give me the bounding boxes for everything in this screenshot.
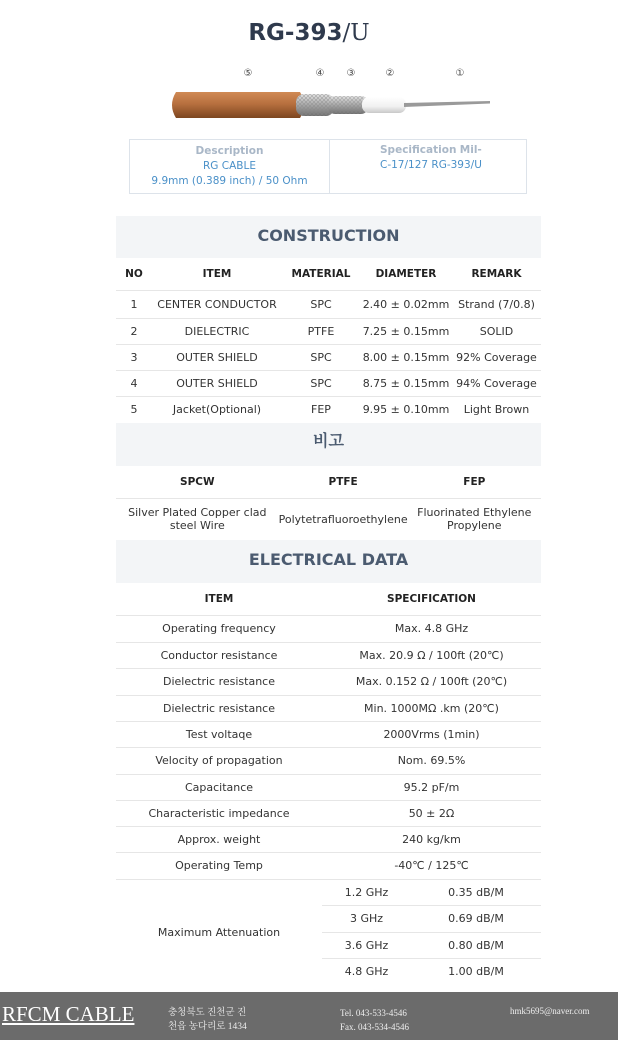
dielectric-layer <box>362 97 406 113</box>
table-row <box>116 668 541 695</box>
cell-material: FEP <box>282 396 360 423</box>
cell-spec: Max. 0.152 Ω / 100ft (20℃) <box>322 668 541 695</box>
jacket-layer <box>172 92 304 118</box>
cell-frequency: 4.8 GHz <box>322 958 411 985</box>
table-row <box>116 721 541 747</box>
cell-remark: 94% Coverage <box>452 370 541 396</box>
table-row <box>116 396 541 423</box>
cell-frequency: 3.6 GHz <box>322 932 411 958</box>
col-material: MATERIAL <box>291 268 351 281</box>
construction-heading: CONSTRUCTION <box>116 216 541 258</box>
cell-item: Test voltaqe <box>116 721 322 747</box>
address-line2: 천읍 농다리로 1434 <box>168 1022 247 1032</box>
center-conductor <box>404 101 490 107</box>
table-row <box>116 290 541 318</box>
cell-attenuation-label: Maximum Attenuation <box>116 879 322 985</box>
cell-spec: Nom. 69.5% <box>322 747 541 774</box>
cell-no: 2 <box>116 318 152 344</box>
col-fep: FEP <box>463 476 486 489</box>
layer-markers <box>0 67 618 81</box>
cell-ptfe: Polytetrafluoroethylene <box>279 498 408 540</box>
cell-spec: 95.2 pF/m <box>322 774 541 800</box>
cell-item: Velocity of propagation <box>116 747 322 774</box>
col-specification: SPECIFICATION <box>387 593 476 606</box>
cell-item: Conductor resistance <box>116 642 322 668</box>
description-panel <box>130 140 329 193</box>
cell-material: PTFE <box>282 318 360 344</box>
footer <box>0 992 618 1040</box>
cell-item: Approx. weight <box>116 826 322 852</box>
title-main: RG-393 <box>248 20 343 46</box>
footer-email[interactable]: hmk5695@naver.com <box>510 1006 590 1016</box>
cell-item: Characteristic impedance <box>116 800 322 826</box>
cell-diameter: 7.25 ± 0.15mm <box>360 318 452 344</box>
cell-material: SPC <box>282 290 360 318</box>
col-ptfe: PTFE <box>328 476 358 489</box>
table-row <box>116 642 541 668</box>
cell-item: Operating frequency <box>116 615 322 642</box>
col-no: NO <box>125 268 143 281</box>
title-suffix: /U <box>342 20 370 46</box>
electrical-table <box>116 584 541 985</box>
table-row <box>116 615 541 642</box>
remarks-header-row <box>116 467 541 498</box>
cell-spec: Max. 4.8 GHz <box>322 615 541 642</box>
table-row <box>116 879 541 905</box>
cell-frequency: 1.2 GHz <box>322 879 411 905</box>
cell-frequency: 3 GHz <box>322 905 411 932</box>
cell-spec: Min. 1000MΩ .km (20℃) <box>322 695 541 721</box>
cell-spec: 2000Vrms (1min) <box>322 721 541 747</box>
cell-item: OUTER SHIELD <box>152 344 282 370</box>
col-diameter: DIAMETER <box>375 268 437 281</box>
cell-attenuation: 0.80 dB/M <box>411 932 541 958</box>
electrical-header-row <box>116 584 541 615</box>
marker-4: ④ <box>315 68 325 79</box>
col-remark: REMARK <box>471 268 522 281</box>
tel-number: Tel. 043-533-4546 <box>340 1008 407 1018</box>
specification-panel <box>329 140 526 193</box>
marker-3: ③ <box>346 68 356 79</box>
table-row <box>116 695 541 721</box>
footer-address <box>168 1006 247 1034</box>
table-row <box>116 852 541 879</box>
specification-label: Specification <box>380 144 457 156</box>
address-line1: 충청북도 진천군 진 <box>168 1008 247 1018</box>
specification-value-b: C-17/127 RG-393/U <box>380 159 482 171</box>
cell-spec: -40℃ / 125℃ <box>322 852 541 879</box>
table-row <box>116 826 541 852</box>
cell-item: Operating Temp <box>116 852 322 879</box>
fax-number: Fax. 043-534-4546 <box>340 1022 409 1032</box>
cell-attenuation: 1.00 dB/M <box>411 958 541 985</box>
cell-item: Dielectric resistance <box>116 668 322 695</box>
cell-diameter: 2.40 ± 0.02mm <box>360 290 452 318</box>
cell-attenuation: 0.35 dB/M <box>411 879 541 905</box>
cell-material: SPC <box>282 344 360 370</box>
cell-remark: Light Brown <box>452 396 541 423</box>
specification-value-a: Mil- <box>459 144 482 156</box>
cell-diameter: 8.00 ± 0.15mm <box>360 344 452 370</box>
cell-spec: 240 kg/km <box>322 826 541 852</box>
table-row <box>116 370 541 396</box>
cell-diameter: 9.95 ± 0.10mm <box>360 396 452 423</box>
cell-item: OUTER SHIELD <box>152 370 282 396</box>
cell-attenuation: 0.69 dB/M <box>411 905 541 932</box>
cell-spec: Max. 20.9 Ω / 100ft (20℃) <box>322 642 541 668</box>
cell-spec: 50 ± 2Ω <box>322 800 541 826</box>
cell-spcw: Silver Plated Copper clad steel Wire <box>116 498 279 540</box>
cell-no: 4 <box>116 370 152 396</box>
table-row <box>116 800 541 826</box>
table-row <box>116 747 541 774</box>
cell-item: Jacket(Optional) <box>152 396 282 423</box>
remarks-heading: 비고 <box>116 423 541 466</box>
description-line1: RG CABLE <box>203 160 256 172</box>
cell-no: 5 <box>116 396 152 423</box>
construction-header-row <box>116 259 541 290</box>
description-label: Description <box>195 145 264 157</box>
cable-illustration <box>168 88 492 122</box>
cell-no: 1 <box>116 290 152 318</box>
page-title <box>0 20 618 46</box>
cell-remark: 92% Coverage <box>452 344 541 370</box>
marker-5: ⑤ <box>243 68 253 79</box>
cell-remark: SOLID <box>452 318 541 344</box>
col-spcw: SPCW <box>180 476 215 489</box>
description-line2: 9.9mm (0.389 inch) / 50 Ohm <box>151 175 308 187</box>
cell-diameter: 8.75 ± 0.15mm <box>360 370 452 396</box>
cell-item: Dielectric resistance <box>116 695 322 721</box>
cell-item: CENTER CONDUCTOR <box>152 290 282 318</box>
electrical-heading: ELECTRICAL DATA <box>116 540 541 583</box>
table-row <box>116 498 541 540</box>
cell-item: Capacitance <box>116 774 322 800</box>
cell-material: SPC <box>282 370 360 396</box>
col-item: ITEM <box>204 593 234 606</box>
marker-1: ① <box>455 68 465 79</box>
table-row <box>116 774 541 800</box>
footer-brand: RFCM CABLE <box>2 1002 135 1026</box>
cell-remark: Strand (7/0.8) <box>452 290 541 318</box>
cell-no: 3 <box>116 344 152 370</box>
footer-phone <box>340 1006 409 1034</box>
description-box <box>129 139 527 194</box>
construction-table <box>116 259 541 423</box>
cell-item: DIELECTRIC <box>152 318 282 344</box>
marker-2: ② <box>385 68 395 79</box>
table-row <box>116 344 541 370</box>
col-item: ITEM <box>202 268 232 281</box>
cell-fep: Fluorinated Ethylene Propylene <box>408 498 541 540</box>
table-row <box>116 318 541 344</box>
remarks-table <box>116 467 541 540</box>
